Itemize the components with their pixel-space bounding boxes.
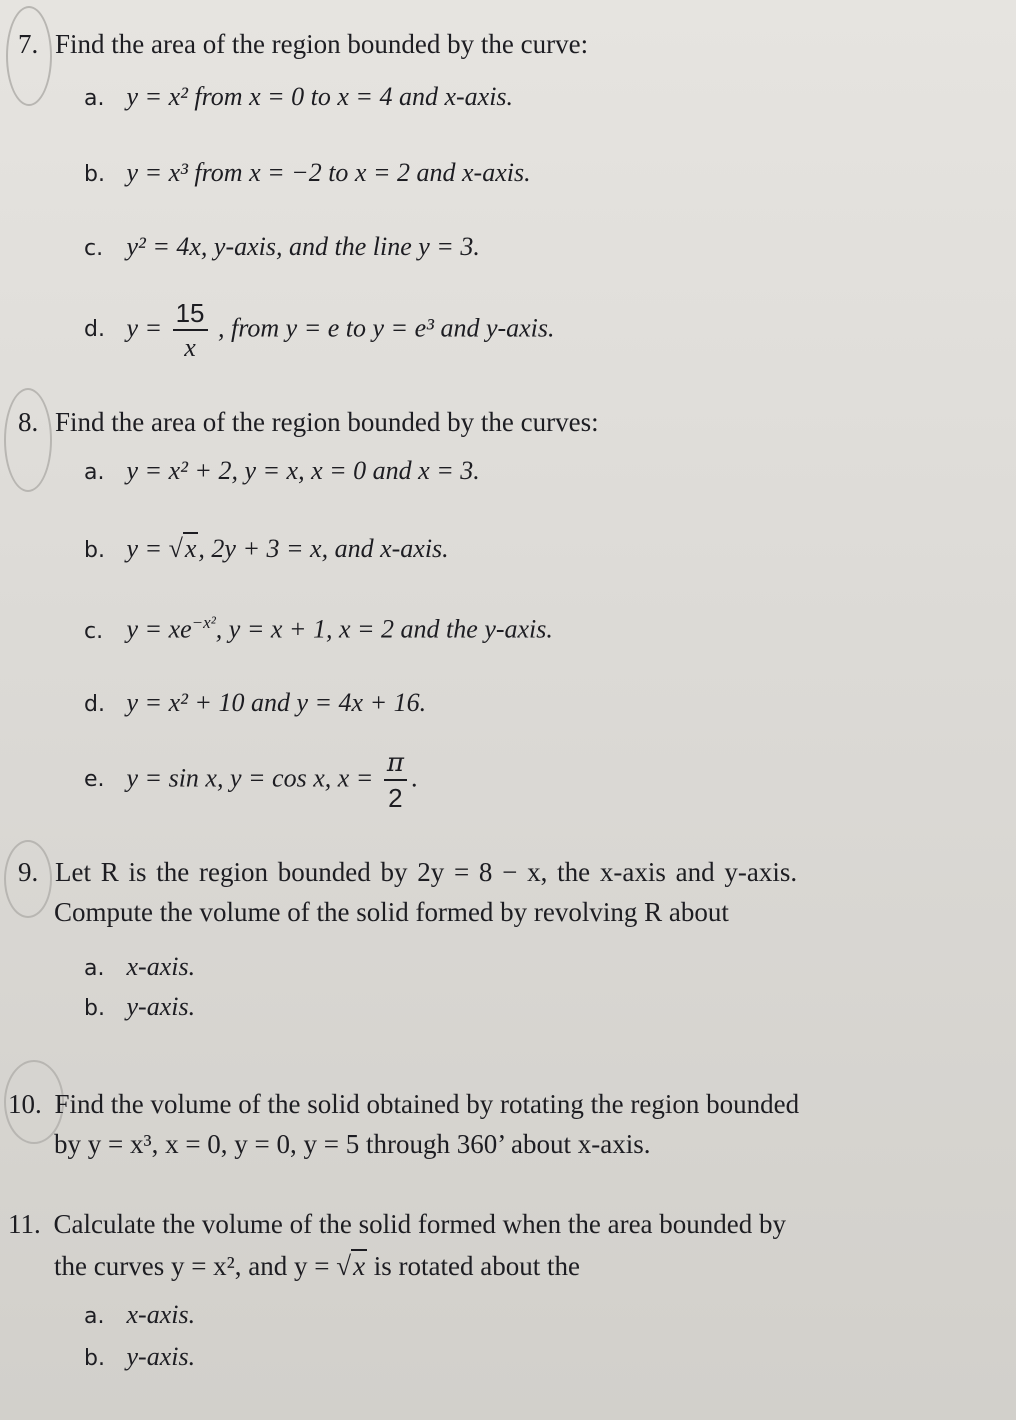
question-11-line-2 — [54, 1246, 580, 1286]
q8-item-e — [84, 750, 417, 811]
item-text: y-axis. — [126, 992, 196, 1021]
item-label: d. — [84, 692, 105, 717]
fraction — [173, 300, 208, 361]
q8-item-c — [84, 604, 553, 651]
question-number: 8. — [18, 407, 39, 437]
item-pre: y = — [126, 534, 163, 563]
question-10-line-2: by y = x³, x = 0, y = 0, y = 5 through 360’ about x-axis. — [54, 1129, 651, 1159]
question-number: 10. — [8, 1089, 42, 1119]
item-rest: , from y = e to y = e³ and y-axis. — [218, 313, 555, 343]
item-text: x-axis. — [126, 952, 196, 981]
question-7 — [18, 24, 588, 64]
question-text: Find the area of the region bounded by the curves: — [55, 407, 599, 437]
fraction-denominator: x — [184, 333, 196, 362]
item-text: y = x² + 10 and y = 4x + 16. — [126, 688, 427, 717]
q11-item-a — [84, 1296, 195, 1336]
item-label: a. — [84, 460, 105, 485]
q7-item-c — [84, 228, 480, 268]
q8-item-b — [84, 530, 449, 570]
item-label: c. — [84, 618, 104, 644]
item-post: . — [410, 763, 418, 793]
question-number: 7. — [18, 29, 39, 59]
question-line-1: Find the volume of the solid obtained by rotating the region bounded — [54, 1089, 800, 1119]
item-label: a. — [84, 956, 105, 981]
radicand: x — [184, 534, 197, 563]
square-root: √x — [336, 1251, 366, 1281]
question-number: 9. — [18, 857, 39, 887]
q7-item-a — [84, 78, 513, 118]
item-text: y-axis. — [126, 1342, 196, 1371]
item-post: , y = x + 1, x = 2 and the y-axis. — [215, 614, 553, 644]
question-9 — [18, 852, 797, 892]
q11-item-b — [84, 1338, 195, 1378]
question-line-1: Calculate the volume of the solid formed when the area bounded by — [53, 1209, 787, 1239]
item-pre: y = sin x, y = cos x, x = — [126, 763, 374, 793]
square-root: √x — [168, 534, 197, 563]
line-2-post: is rotated about the — [373, 1251, 580, 1281]
q7-item-d — [84, 300, 555, 361]
q8-item-a — [84, 452, 480, 492]
item-pre: y = xe — [126, 614, 192, 644]
q9-item-a — [84, 948, 195, 988]
q8-item-d — [84, 684, 426, 724]
item-text: y = x³ from x = −2 to x = 2 and x-axis. — [126, 158, 531, 187]
question-10 — [8, 1084, 799, 1124]
item-label: e. — [84, 767, 105, 793]
exponent: −x² — [191, 613, 216, 632]
item-text: x-axis. — [126, 1300, 196, 1329]
item-text: y = x² + 2, y = x, x = 0 and x = 3. — [126, 456, 480, 485]
question-text: Find the area of the region bounded by the curve: — [55, 29, 589, 59]
question-line-1: Let R is the region bounded by 2y = 8 − x, the x-axis and y-axis. — [55, 857, 798, 887]
item-label: b. — [84, 1346, 105, 1371]
item-label: d. — [84, 317, 105, 343]
item-label: c. — [84, 236, 104, 261]
q7-item-b — [84, 154, 531, 194]
item-text: y = x² from x = 0 to x = 4 and x-axis. — [126, 82, 514, 111]
question-11 — [8, 1204, 786, 1244]
fraction-denominator: 2 — [388, 783, 403, 813]
item-post: , 2y + 3 = x, and x-axis. — [198, 534, 449, 563]
line-2-pre: the curves y = x², and y = — [54, 1251, 330, 1281]
question-number: 11. — [8, 1209, 41, 1239]
fraction-numerator: π — [384, 750, 407, 781]
item-label: a. — [84, 86, 105, 111]
item-lhs: y = — [126, 313, 163, 343]
fraction-numerator: 15 — [173, 300, 208, 331]
item-label: b. — [84, 162, 105, 187]
q9-item-b — [84, 988, 195, 1028]
fraction — [384, 750, 407, 811]
item-label: b. — [84, 538, 105, 563]
radicand: x — [353, 1251, 366, 1281]
item-label: b. — [84, 996, 105, 1021]
question-9-line-2: Compute the volume of the solid formed by revolving R about — [54, 897, 729, 927]
item-text: y² = 4x, y-axis, and the line y = 3. — [126, 232, 480, 261]
question-8 — [18, 402, 599, 442]
item-label: a. — [84, 1304, 105, 1329]
